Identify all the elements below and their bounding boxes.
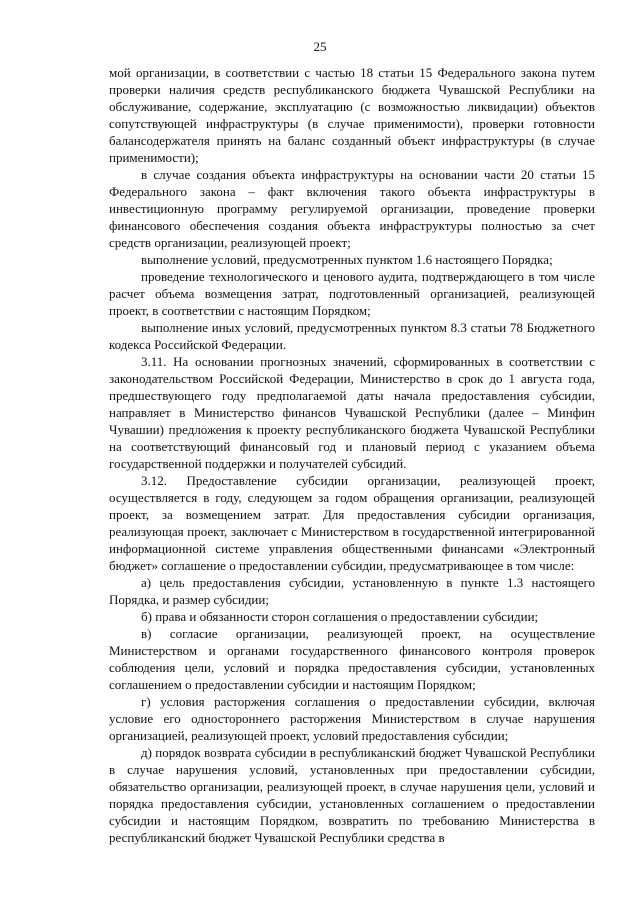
paragraph: 3.11. На основании прогнозных значений, сформированных в соответствии с законодательством Российской Федерации, Министерство в срок до 1 августа года, предшествующего году предполагаемой даты начала предоставления субсидии, направляет в Министерство финансов Чувашской Республики (далее – Минфин Чувашии) предложения к проекту республиканского бюджета Чувашской Республики на соответствующий финансовый год и плановый период с указанием объема государственной поддержки и получателей субсидий.	[109, 354, 595, 471]
paragraph: выполнение иных условий, предусмотренных пунктом 8.3 статьи 78 Бюджетного кодекса Российской Федерации.	[109, 320, 595, 352]
paragraph: в) согласие организации, реализующей проект, на осуществление Министерством и органами государственного финансового контроля проверок соблюдения цели, условий и порядка предоставления субсидии, установленных соглашением о предоставлении субсидии и настоящим Порядком;	[109, 626, 595, 692]
paragraph: б) права и обязанности сторон соглашения о предоставлении субсидии;	[141, 609, 539, 624]
paragraph: выполнение условий, предусмотренных пунктом 1.6 настоящего Порядка;	[141, 252, 553, 267]
paragraph: г) условия расторжения соглашения о предоставлении субсидии, включая условие его одностороннего расторжения Министерством в случае нарушения организацией, реализующей проект, условий предоставления субсидии;	[109, 694, 595, 743]
document-body	[109, 64, 595, 846]
paragraph: мой организации, в соответствии с частью 18 статьи 15 Федерального закона путем проверки наличия средств республиканского бюджета Чувашской Республики на обслуживание, содержание, эксплуатацию (с возможностью ликвидации) объектов сопутствующей инфраструктуры (в случае применимости), проверки готовности балансодержателя принять на баланс созданный объект инфраструктуры (в случае применимости);	[109, 65, 595, 165]
paragraph: д) порядок возврата субсидии в республиканский бюджет Чувашской Республики в случае нарушения условий, установленных при предоставлении субсидии, обязательство организации, реализующей проект, в случае нарушения цели, условий и порядка предоставления субсидии, установленных соглашением о предоставлении субсидии и настоящим Порядком, возвратить по требованию Министерства в республиканский бюджет Чувашской Республики средства в	[109, 745, 595, 845]
paragraph: 3.12. Предоставление субсидии организации, реализующей проект, осуществляется в году, следующем за годом обращения организации, реализующей проект, за возмещением затрат. Для предоставления субсидии организация, реализующая проект, заключает с Министерством в государственной интегрированной информационной системе управления общественными финансами «Электронный бюджет» соглашение о предоставлении субсидии, предусматривающее в том числе:	[109, 473, 595, 573]
page-number: 25	[313, 39, 327, 54]
paragraph: проведение технологического и ценового аудита, подтверждающего в том числе расчет объема возмещения затрат, подготовленный организацией, реализующей проект, в соответствии с настоящим Порядком;	[109, 269, 595, 318]
paragraph: в случае создания объекта инфраструктуры на основании части 20 статьи 15 Федерального закона – факт включения такого объекта инфраструктуры в инвестиционную программу регулируемой организации, проведение проверки финансового обеспечения создания объекта инфраструктуры полностью за счет средств организации, реализующей проект;	[109, 167, 595, 250]
paragraph: а) цель предоставления субсидии, установленную в пункте 1.3 настоящего Порядка, и размер субсидии;	[109, 575, 595, 607]
